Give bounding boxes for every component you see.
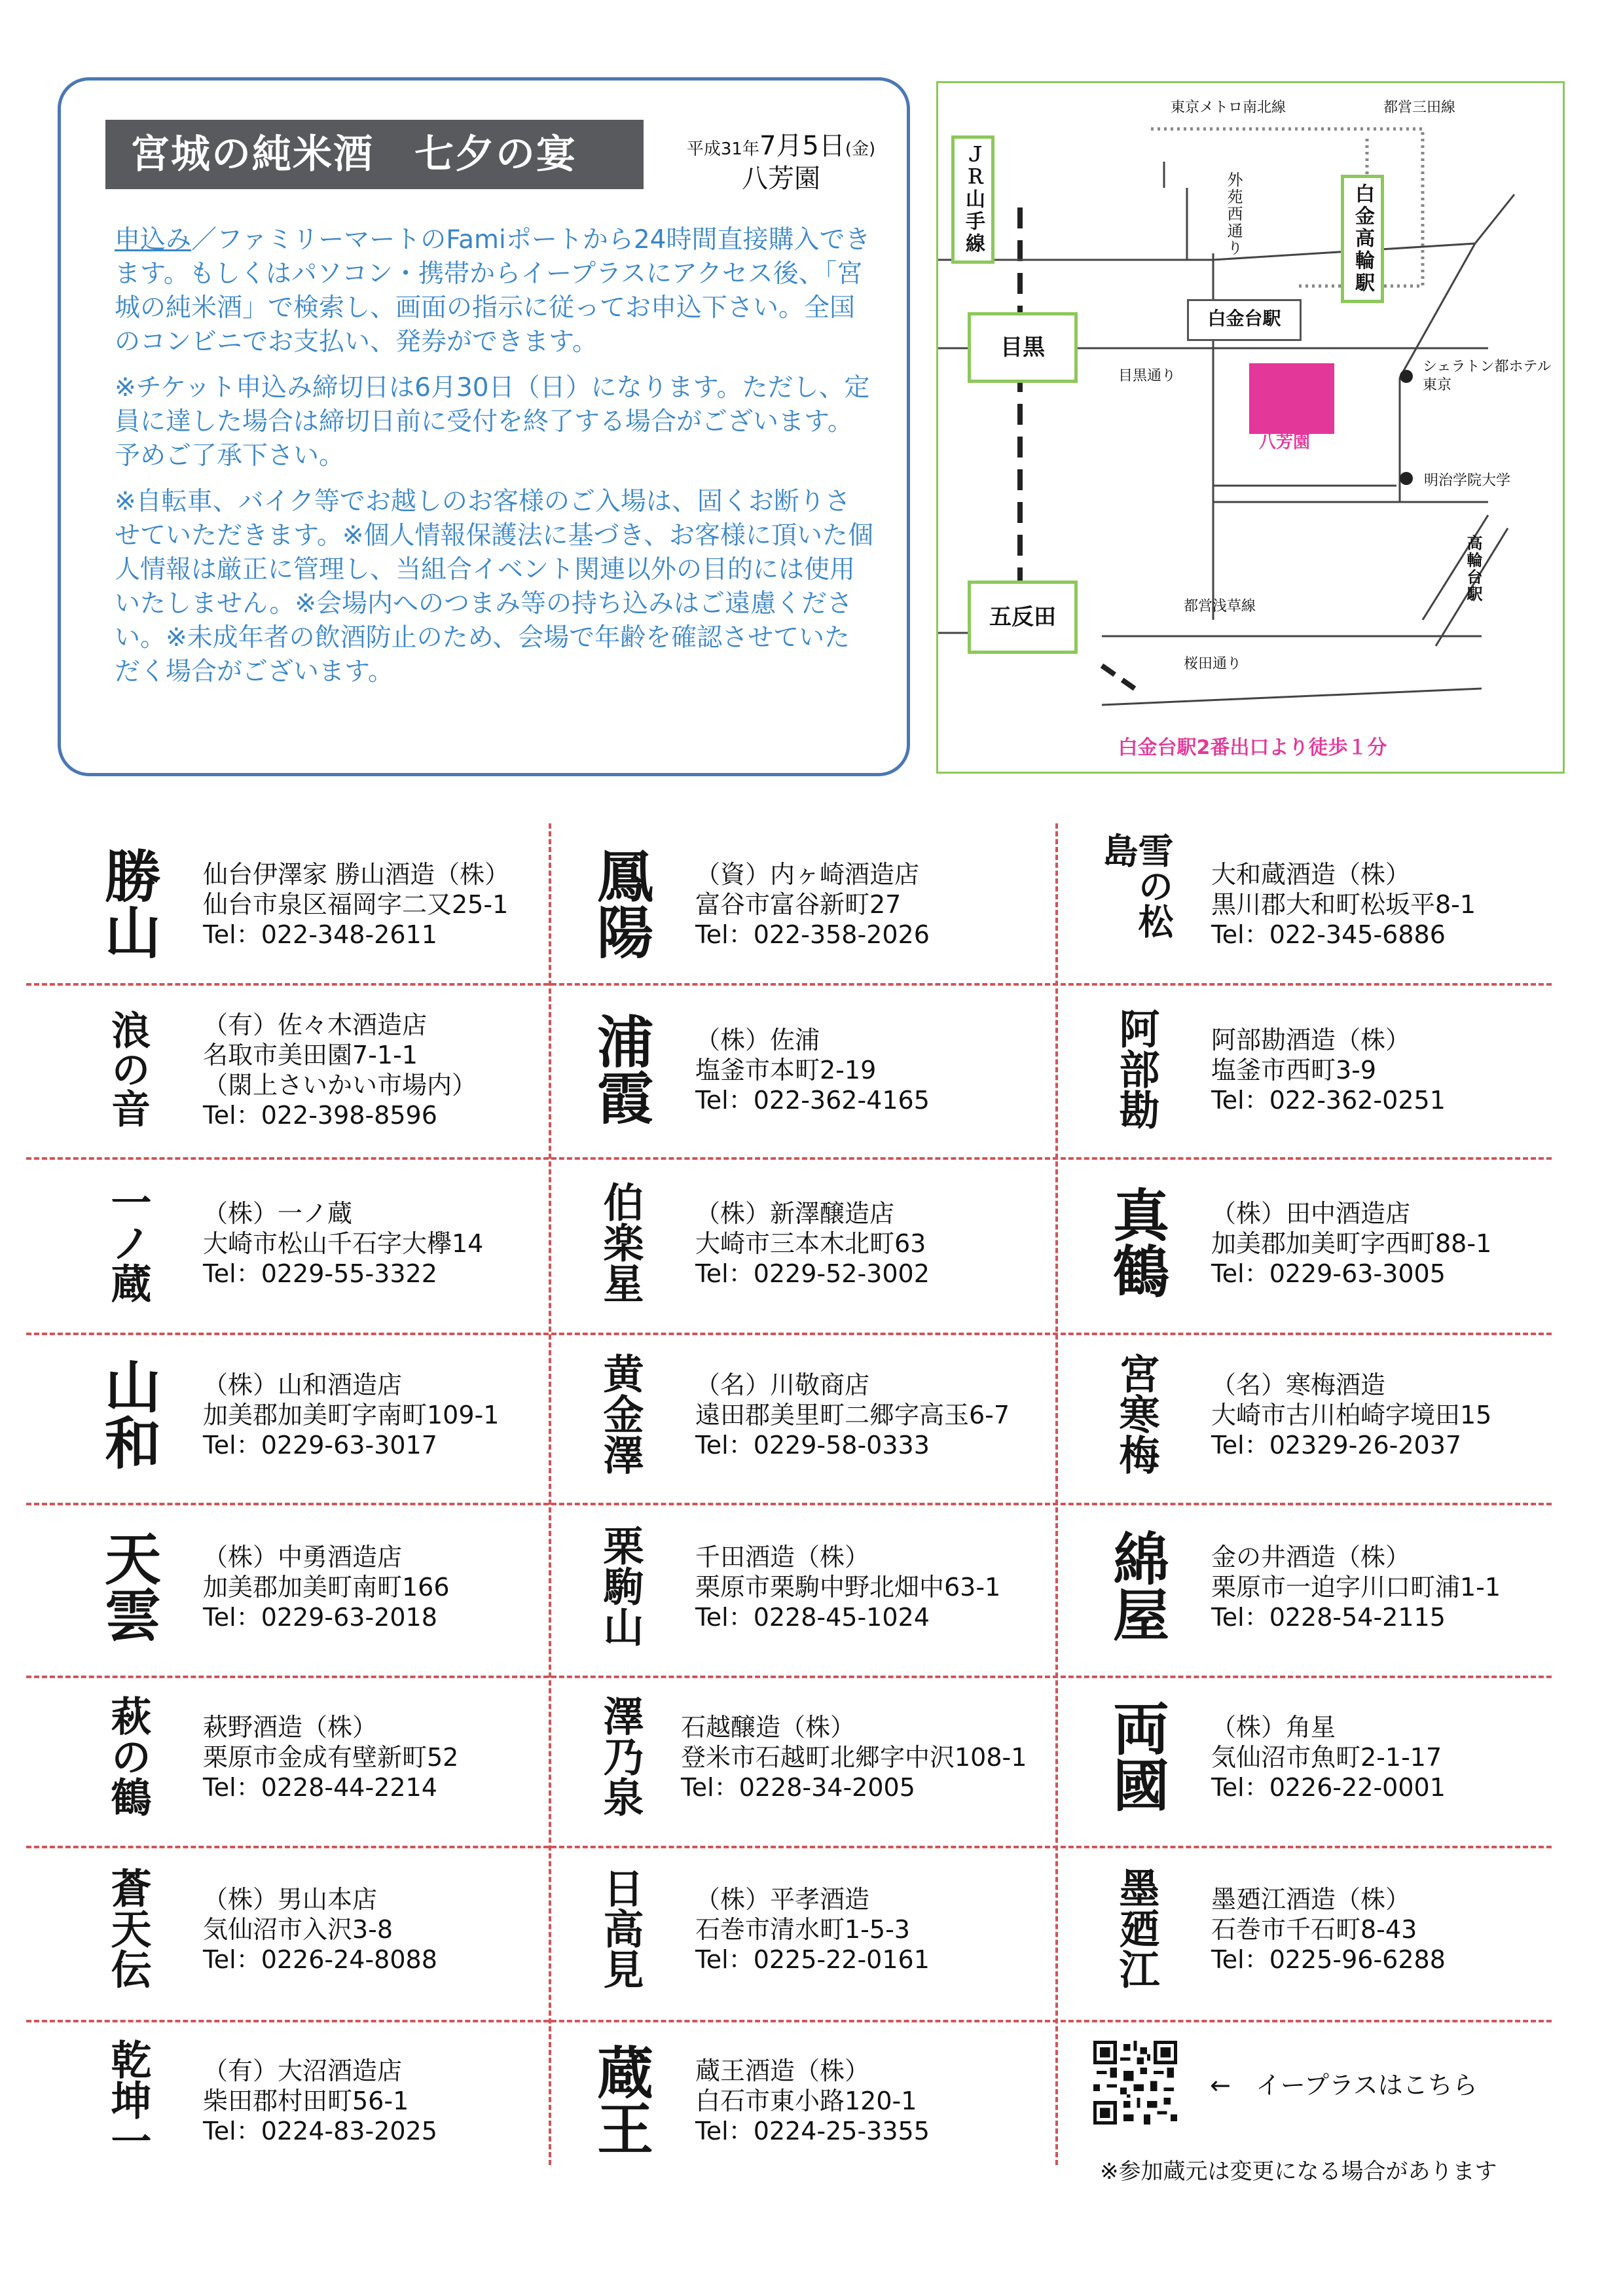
brewery-name: （株）山和酒造店 bbox=[203, 1371, 403, 1399]
brand-logo: 雪の松島 bbox=[1097, 833, 1175, 939]
brewery-address: 加美郡加美町南町166 bbox=[203, 1573, 450, 1602]
label-gaien-nishi: 外苑西通り bbox=[1224, 171, 1243, 257]
label-toei-mita: 都営三田線 bbox=[1383, 99, 1456, 116]
brewery-tel: Tel：0224-83-2025 bbox=[203, 2117, 437, 2145]
brewery-tel: Tel：0225-96-6288 bbox=[1211, 1945, 1446, 1974]
brewery-entry bbox=[72, 1509, 570, 1666]
brand-logo: 伯楽星 bbox=[596, 1181, 644, 1303]
brewery-tel: Tel：0224-25-3355 bbox=[695, 2117, 930, 2145]
brewery-entry bbox=[1080, 1851, 1578, 2008]
brewery-address: 大崎市三本木北町63 bbox=[695, 1229, 926, 1258]
brewery-address: 大崎市松山千石字大欅14 bbox=[203, 1229, 484, 1258]
brewery-tel: Tel：0229-52-3002 bbox=[695, 1259, 930, 1288]
event-info-box bbox=[58, 77, 910, 776]
brewery-name: （名）川敬商店 bbox=[695, 1371, 870, 1399]
brewery-tel: Tel：022-345-6886 bbox=[1211, 920, 1446, 949]
brand-logo: 黄金澤 bbox=[596, 1352, 644, 1475]
brewery-entry bbox=[72, 1336, 570, 1494]
brand-logo: 蒼天伝 bbox=[104, 1867, 152, 1989]
brand-logo: 真鶴 bbox=[1103, 1185, 1169, 1299]
label-takanawadai: 高輪台駅 bbox=[1464, 535, 1482, 603]
brand-logo: 宮寒梅 bbox=[1112, 1352, 1160, 1475]
brewery-name: （株）田中酒造店 bbox=[1211, 1199, 1411, 1228]
brewery-entry bbox=[72, 1679, 570, 1836]
brewery-entry bbox=[1080, 1336, 1578, 1494]
row-divider-3 bbox=[26, 1333, 1552, 1335]
apply-label: 申込み bbox=[115, 225, 192, 255]
brewery-tel: Tel：0229-55-3322 bbox=[203, 1259, 437, 1288]
brewery-entry bbox=[72, 1165, 570, 1322]
brewery-tel: Tel：0229-63-3017 bbox=[203, 1431, 437, 1460]
brewery-tel: Tel：022-362-4165 bbox=[695, 1086, 930, 1115]
brewery-tel: Tel：0228-54-2115 bbox=[1211, 1603, 1446, 1632]
brand-logo: 両國 bbox=[1103, 1699, 1169, 1812]
brewery-name: 阿部勘酒造（株） bbox=[1211, 1026, 1411, 1054]
row-divider-4 bbox=[26, 1503, 1552, 1505]
brewery-entry bbox=[564, 1336, 1062, 1494]
label-meguro-station: 目黒 bbox=[968, 312, 1078, 383]
brewery-name: （資）内ヶ崎酒造店 bbox=[695, 860, 920, 889]
brewery-address: 塩釜市西町3-9 bbox=[1211, 1056, 1377, 1085]
brewery-address: 加美郡加美町字南町109-1 bbox=[203, 1401, 500, 1429]
brewery-address: 石巻市千石町8-43 bbox=[1211, 1915, 1417, 1944]
brewery-name: （株）一ノ蔵 bbox=[203, 1199, 353, 1228]
brand-logo: 日高見 bbox=[596, 1867, 644, 1989]
brewery-name: 石越醸造（株） bbox=[681, 1713, 856, 1742]
brewery-entry bbox=[564, 826, 1062, 983]
brand-logo: 墨廼江 bbox=[1112, 1867, 1160, 1989]
brand-logo: 蔵王 bbox=[587, 2043, 653, 2156]
info-text bbox=[115, 223, 874, 701]
brand-logo: 阿部勘 bbox=[1112, 1007, 1160, 1130]
rules-note: ※自転車、バイク等でお越しのお客様のご入場は、固くお断りさせていただきます。※個人情報保護法に基づき、お客様に頂いた個人情報は厳正に管理し、当組合イベント関連以外の目的には使用いたしません。※会場内へのつまみ等の持ち込みはご遠慮ください。※未成年者の飲酒防止のため、会場で年齢を確認させていただく場合がございます。 bbox=[115, 487, 873, 687]
brewery-name: 仙台伊澤家 勝山酒造（株） bbox=[203, 860, 510, 889]
label-shirokanedai-station: 白金台駅 bbox=[1187, 299, 1302, 341]
brewery-tel: Tel：022-362-0251 bbox=[1211, 1086, 1446, 1115]
label-jr-yamanote: ＪＲ山手線 bbox=[951, 135, 994, 264]
brewery-address: 気仙沼市魚町2-1-17 bbox=[1211, 1743, 1442, 1772]
brewery-tel: Tel：0226-22-0001 bbox=[1211, 1773, 1446, 1802]
brewery-entry bbox=[564, 2022, 1062, 2179]
brewery-tel: Tel：0229-63-2018 bbox=[203, 1603, 437, 1632]
brewery-entry bbox=[72, 2022, 570, 2179]
brewery-entry bbox=[564, 1851, 1062, 2008]
brewery-address: 塩釜市本町2-19 bbox=[695, 1056, 877, 1085]
brewery-entry bbox=[72, 992, 570, 1149]
brewery-name: （株）角星 bbox=[1211, 1713, 1336, 1742]
apply-text: ／ファミリーマートのFamiポートから24時間直接購入できます。もしくはパソコン・携帯からイープラスにアクセス後、「宮城の純米酒」で検索し、画面の指示に従ってお申込下さい。全国のコンビニでお支払い、発券ができます。 bbox=[115, 225, 871, 357]
brewery-tel: Tel：0225-22-0161 bbox=[695, 1945, 930, 1974]
brewery-address: 大崎市古川柏崎字境田15 bbox=[1211, 1401, 1492, 1429]
event-venue: 八芳園 bbox=[742, 164, 820, 194]
brewery-name: （株）男山本店 bbox=[203, 1885, 378, 1914]
brewery-name: （有）佐々木酒造店 bbox=[203, 1011, 428, 1039]
brand-logo: 澤乃泉 bbox=[596, 1695, 644, 1817]
brewery-name: 蔵王酒造（株） bbox=[695, 2056, 870, 2085]
brewery-address: 名取市美田園7-1-1 bbox=[203, 1041, 418, 1069]
brand-logo: 勝山 bbox=[95, 846, 161, 960]
eplus-qr-code[interactable] bbox=[1093, 2041, 1177, 2125]
brewery-tel: Tel：022-358-2026 bbox=[695, 920, 930, 949]
event-title: 宮城の純米酒 七夕の宴 bbox=[105, 120, 644, 189]
deadline-note: ※チケット申込み締切日は6月30日（日）になります。ただし、定員に達した場合は締切日前に受付を終了する場合がございます。予めご了承下さい。 bbox=[115, 373, 870, 471]
label-meiji-gakuin: 明治学院大学 bbox=[1424, 473, 1511, 489]
label-sakurada-dori: 桜田通り bbox=[1184, 656, 1242, 672]
brewery-entry bbox=[564, 1509, 1062, 1666]
brewery-name: 千田酒造（株） bbox=[695, 1543, 870, 1571]
row-divider-1 bbox=[26, 983, 1552, 986]
row-divider-2 bbox=[26, 1157, 1552, 1160]
brewery-address: 富谷市富谷新町27 bbox=[695, 890, 902, 919]
brewery-tel: Tel：0226-24-8088 bbox=[203, 1945, 437, 1974]
brewery-entry bbox=[1080, 1679, 1578, 1836]
brewery-address: 黒川郡大和町松坂平8-1 bbox=[1211, 890, 1476, 919]
brewery-name: （株）中勇酒造店 bbox=[203, 1543, 403, 1571]
brewery-entry bbox=[72, 826, 570, 983]
date-prefix: 平成31年 bbox=[686, 139, 759, 159]
map-caption: 白金台駅2番出口より徒歩１分 bbox=[1118, 736, 1387, 759]
brand-logo: 綿屋 bbox=[1103, 1529, 1169, 1642]
brewery-address: 柴田郡村田町56-1 bbox=[203, 2087, 409, 2115]
brewery-address: 仙台市泉区福岡字二又25-1 bbox=[203, 890, 509, 919]
brand-logo: 山和 bbox=[95, 1357, 161, 1470]
brand-logo: 萩の鶴 bbox=[104, 1695, 152, 1817]
brewery-address-2: （閖上さいかい市場内） bbox=[203, 1071, 477, 1100]
brewery-address: 登米市石越町北郷字中沢108-1 bbox=[681, 1743, 1027, 1772]
brewery-entry bbox=[1080, 826, 1578, 983]
brewery-entry bbox=[1080, 1165, 1578, 1322]
label-happoen: 八芳園 bbox=[1259, 433, 1311, 452]
label-asakusa-line: 都営浅草線 bbox=[1184, 598, 1256, 615]
brewery-address: 白石市東小路120-1 bbox=[695, 2087, 917, 2115]
brand-logo: 栗駒山 bbox=[596, 1524, 644, 1647]
label-sheraton: シェラトン都ホテル東京 bbox=[1423, 359, 1552, 393]
brewery-address: 栗原市栗駒中野北畑中63-1 bbox=[695, 1573, 1001, 1602]
brewery-name: 大和蔵酒造（株） bbox=[1211, 860, 1411, 889]
label-tokyo-metro: 東京メトロ南北線 bbox=[1171, 99, 1286, 116]
brewery-name: （株）佐浦 bbox=[695, 1026, 820, 1054]
brewery-tel: Tel：022-398-8596 bbox=[203, 1101, 437, 1130]
brewery-address: 気仙沼市入沢3-8 bbox=[203, 1915, 393, 1944]
brewery-entry bbox=[72, 1851, 570, 2008]
participation-footnote: ※参加蔵元は変更になる場合があります bbox=[1100, 2159, 1497, 2185]
qr-note: ← イープラスはこちら bbox=[1210, 2071, 1478, 2100]
apply-paragraph bbox=[115, 223, 874, 359]
brewery-tel: Tel：0228-45-1024 bbox=[695, 1603, 930, 1632]
brewery-address: 栗原市金成有壁新町52 bbox=[203, 1743, 459, 1772]
brewery-address: 石巻市清水町1-5-3 bbox=[695, 1915, 910, 1944]
date-main: 7月5日 bbox=[759, 131, 845, 161]
brewery-tel: Tel：02329-26-2037 bbox=[1211, 1431, 1462, 1460]
brand-logo: 天雲 bbox=[95, 1529, 161, 1642]
brewery-name: 墨廼江酒造（株） bbox=[1211, 1885, 1411, 1914]
brewery-name: （株）平孝酒造 bbox=[695, 1885, 870, 1914]
brewery-name: （有）大沼酒造店 bbox=[203, 2056, 403, 2085]
brewery-tel: Tel：0228-44-2214 bbox=[203, 1773, 437, 1802]
brewery-entry bbox=[564, 992, 1062, 1149]
brand-logo: 一ノ蔵 bbox=[104, 1181, 152, 1303]
brewery-name: （名）寒梅酒造 bbox=[1211, 1371, 1386, 1399]
row-divider-6 bbox=[26, 1846, 1552, 1848]
brewery-entry bbox=[564, 1679, 1062, 1836]
label-gotanda-station: 五反田 bbox=[968, 581, 1078, 654]
map-roads bbox=[938, 83, 1567, 776]
brewery-entry bbox=[1080, 992, 1578, 1149]
brewery-entry bbox=[564, 1165, 1062, 1322]
brand-logo: 浪の音 bbox=[105, 1009, 151, 1128]
brewery-tel: Tel：0229-63-3005 bbox=[1211, 1259, 1446, 1288]
brewery-name: （株）新澤醸造店 bbox=[695, 1199, 895, 1228]
row-divider-5 bbox=[26, 1676, 1552, 1678]
event-date bbox=[670, 125, 892, 162]
date-dow: (金) bbox=[845, 139, 876, 159]
brewery-tel: Tel：022-348-2611 bbox=[203, 920, 437, 949]
brewery-tel: Tel：0229-58-0333 bbox=[695, 1431, 930, 1460]
brewery-name: 金の井酒造（株） bbox=[1211, 1543, 1411, 1571]
brewery-tel: Tel：0228-34-2005 bbox=[681, 1773, 915, 1802]
brewery-address: 遠田郡美里町二郷字高玉6-7 bbox=[695, 1401, 1010, 1429]
brewery-address: 栗原市一迫字川口町浦1-1 bbox=[1211, 1573, 1501, 1602]
label-shirokane-takanawa: 白金高輪駅 bbox=[1341, 175, 1384, 303]
brand-logo: 鳳陽 bbox=[587, 846, 653, 960]
brand-logo: 浦霞 bbox=[587, 1012, 653, 1125]
access-map bbox=[936, 81, 1565, 774]
brewery-name: 萩野酒造（株） bbox=[203, 1713, 378, 1742]
brand-logo: 乾坤一 bbox=[104, 2038, 152, 2161]
brewery-entry bbox=[1080, 1509, 1578, 1666]
brewery-address: 加美郡加美町字西町88-1 bbox=[1211, 1229, 1492, 1258]
label-meguro-dori: 目黒通り bbox=[1118, 368, 1176, 384]
